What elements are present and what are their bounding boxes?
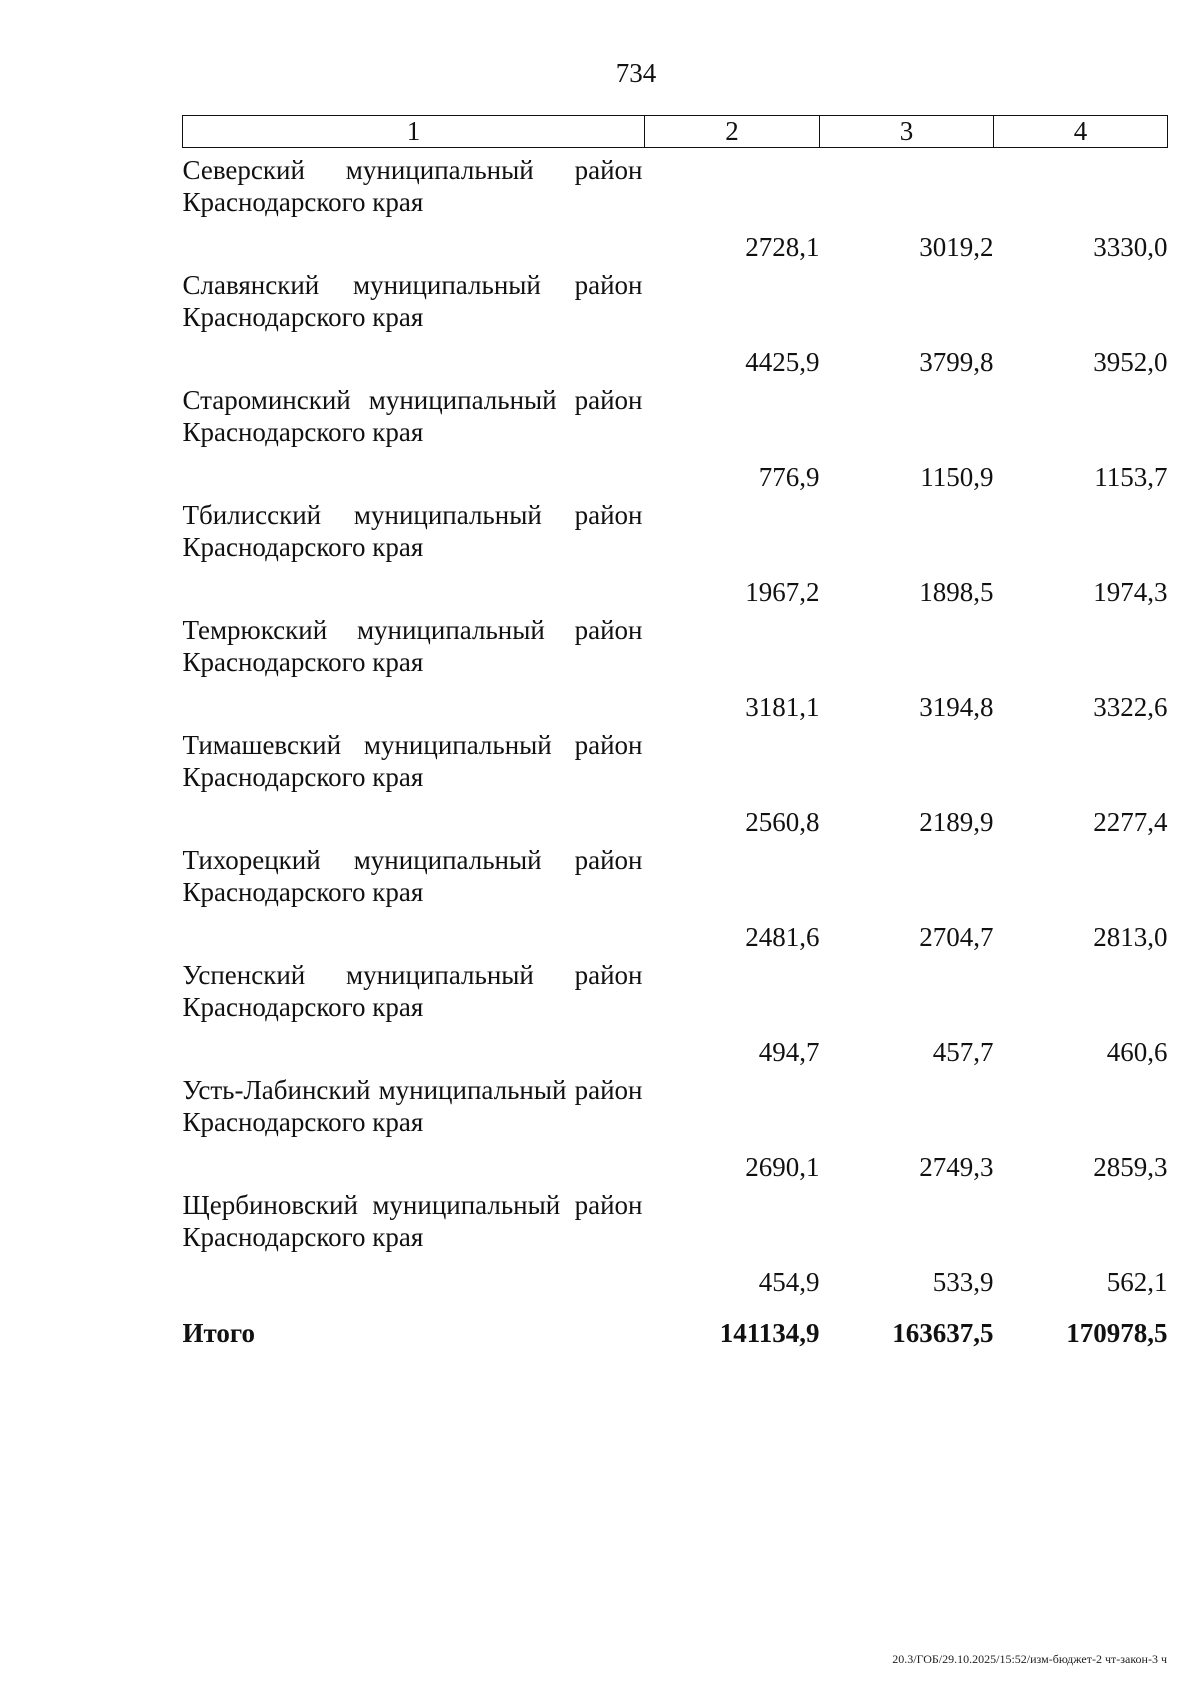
district-name: Усть-Лабинский муниципальный район Краснодарского края xyxy=(182,1075,643,1137)
value-col-2: 776,9 xyxy=(758,462,820,492)
table-row xyxy=(183,608,1168,723)
value-col-2: 454,9 xyxy=(758,1267,820,1297)
value-col-3: 3019,2 xyxy=(919,232,994,262)
value-col-4: 3322,6 xyxy=(1093,692,1168,722)
value-col-3: 1898,5 xyxy=(919,577,994,607)
value-col-2: 4425,9 xyxy=(745,347,820,377)
table-row xyxy=(183,263,1168,378)
total-col-2: 141134,9 xyxy=(719,1317,820,1348)
value-col-3: 3799,8 xyxy=(919,347,994,377)
value-col-3: 2704,7 xyxy=(919,922,994,952)
table-row xyxy=(183,838,1168,953)
document-footer-code: 20.3/ГОБ/29.10.2025/15:52/изм-бюджет-2 чт-закон-3 ч xyxy=(892,1652,1167,1666)
budget-table xyxy=(182,115,1168,1368)
value-col-3: 2189,9 xyxy=(919,807,994,837)
district-name: Тимашевский муниципальный район Краснодарского края xyxy=(182,730,643,792)
value-col-2: 2728,1 xyxy=(745,232,820,262)
table-row xyxy=(183,493,1168,608)
value-col-4: 2859,3 xyxy=(1093,1152,1168,1182)
district-name: Тихорецкий муниципальный район Краснодарского края xyxy=(182,845,643,907)
total-row xyxy=(183,1298,1168,1368)
total-label: Итого xyxy=(182,1318,255,1348)
district-name: Славянский муниципальный район Краснодарского края xyxy=(182,270,643,332)
value-col-3: 457,7 xyxy=(932,1037,994,1067)
value-col-2: 2560,8 xyxy=(745,807,820,837)
value-col-2: 494,7 xyxy=(758,1037,820,1067)
table-row xyxy=(183,1068,1168,1183)
value-col-3: 3194,8 xyxy=(919,692,994,722)
value-col-3: 1150,9 xyxy=(920,462,994,492)
table-row xyxy=(183,148,1168,264)
value-col-4: 1153,7 xyxy=(1094,462,1168,492)
table-row xyxy=(183,1183,1168,1298)
value-col-4: 2813,0 xyxy=(1093,922,1168,952)
district-name: Тбилисский муниципальный район Краснодарского края xyxy=(182,500,643,562)
column-header-2: 2 xyxy=(645,116,820,148)
district-name: Темрюкский муниципальный район Краснодарского края xyxy=(182,615,643,677)
district-name: Успенский муниципальный район Краснодарского края xyxy=(182,960,643,1022)
value-col-2: 2690,1 xyxy=(745,1152,820,1182)
column-header-4: 4 xyxy=(994,116,1168,148)
district-name: Щербиновский муниципальный район Краснодарского края xyxy=(182,1190,643,1252)
value-col-4: 460,6 xyxy=(1106,1037,1168,1067)
value-col-3: 533,9 xyxy=(932,1267,994,1297)
table-row xyxy=(183,378,1168,493)
table-row xyxy=(183,723,1168,838)
value-col-2: 1967,2 xyxy=(745,577,820,607)
column-header-3: 3 xyxy=(820,116,994,148)
column-header-1: 1 xyxy=(183,116,645,148)
total-col-3: 163637,5 xyxy=(892,1317,994,1348)
district-name: Староминский муниципальный район Краснодарского края xyxy=(182,385,643,447)
value-col-4: 2277,4 xyxy=(1093,807,1168,837)
value-col-4: 3952,0 xyxy=(1093,347,1168,377)
value-col-4: 1974,3 xyxy=(1093,577,1168,607)
district-name: Северский муниципальный район Краснодарского края xyxy=(182,155,643,217)
page-number: 734 xyxy=(615,58,657,88)
value-col-2: 2481,6 xyxy=(745,922,820,952)
value-col-4: 562,1 xyxy=(1106,1267,1168,1297)
table-row xyxy=(183,953,1168,1068)
value-col-2: 3181,1 xyxy=(745,692,820,722)
value-col-4: 3330,0 xyxy=(1093,232,1168,262)
value-col-3: 2749,3 xyxy=(919,1152,994,1182)
total-col-4: 170978,5 xyxy=(1066,1317,1168,1348)
table-header-row xyxy=(183,116,1168,148)
